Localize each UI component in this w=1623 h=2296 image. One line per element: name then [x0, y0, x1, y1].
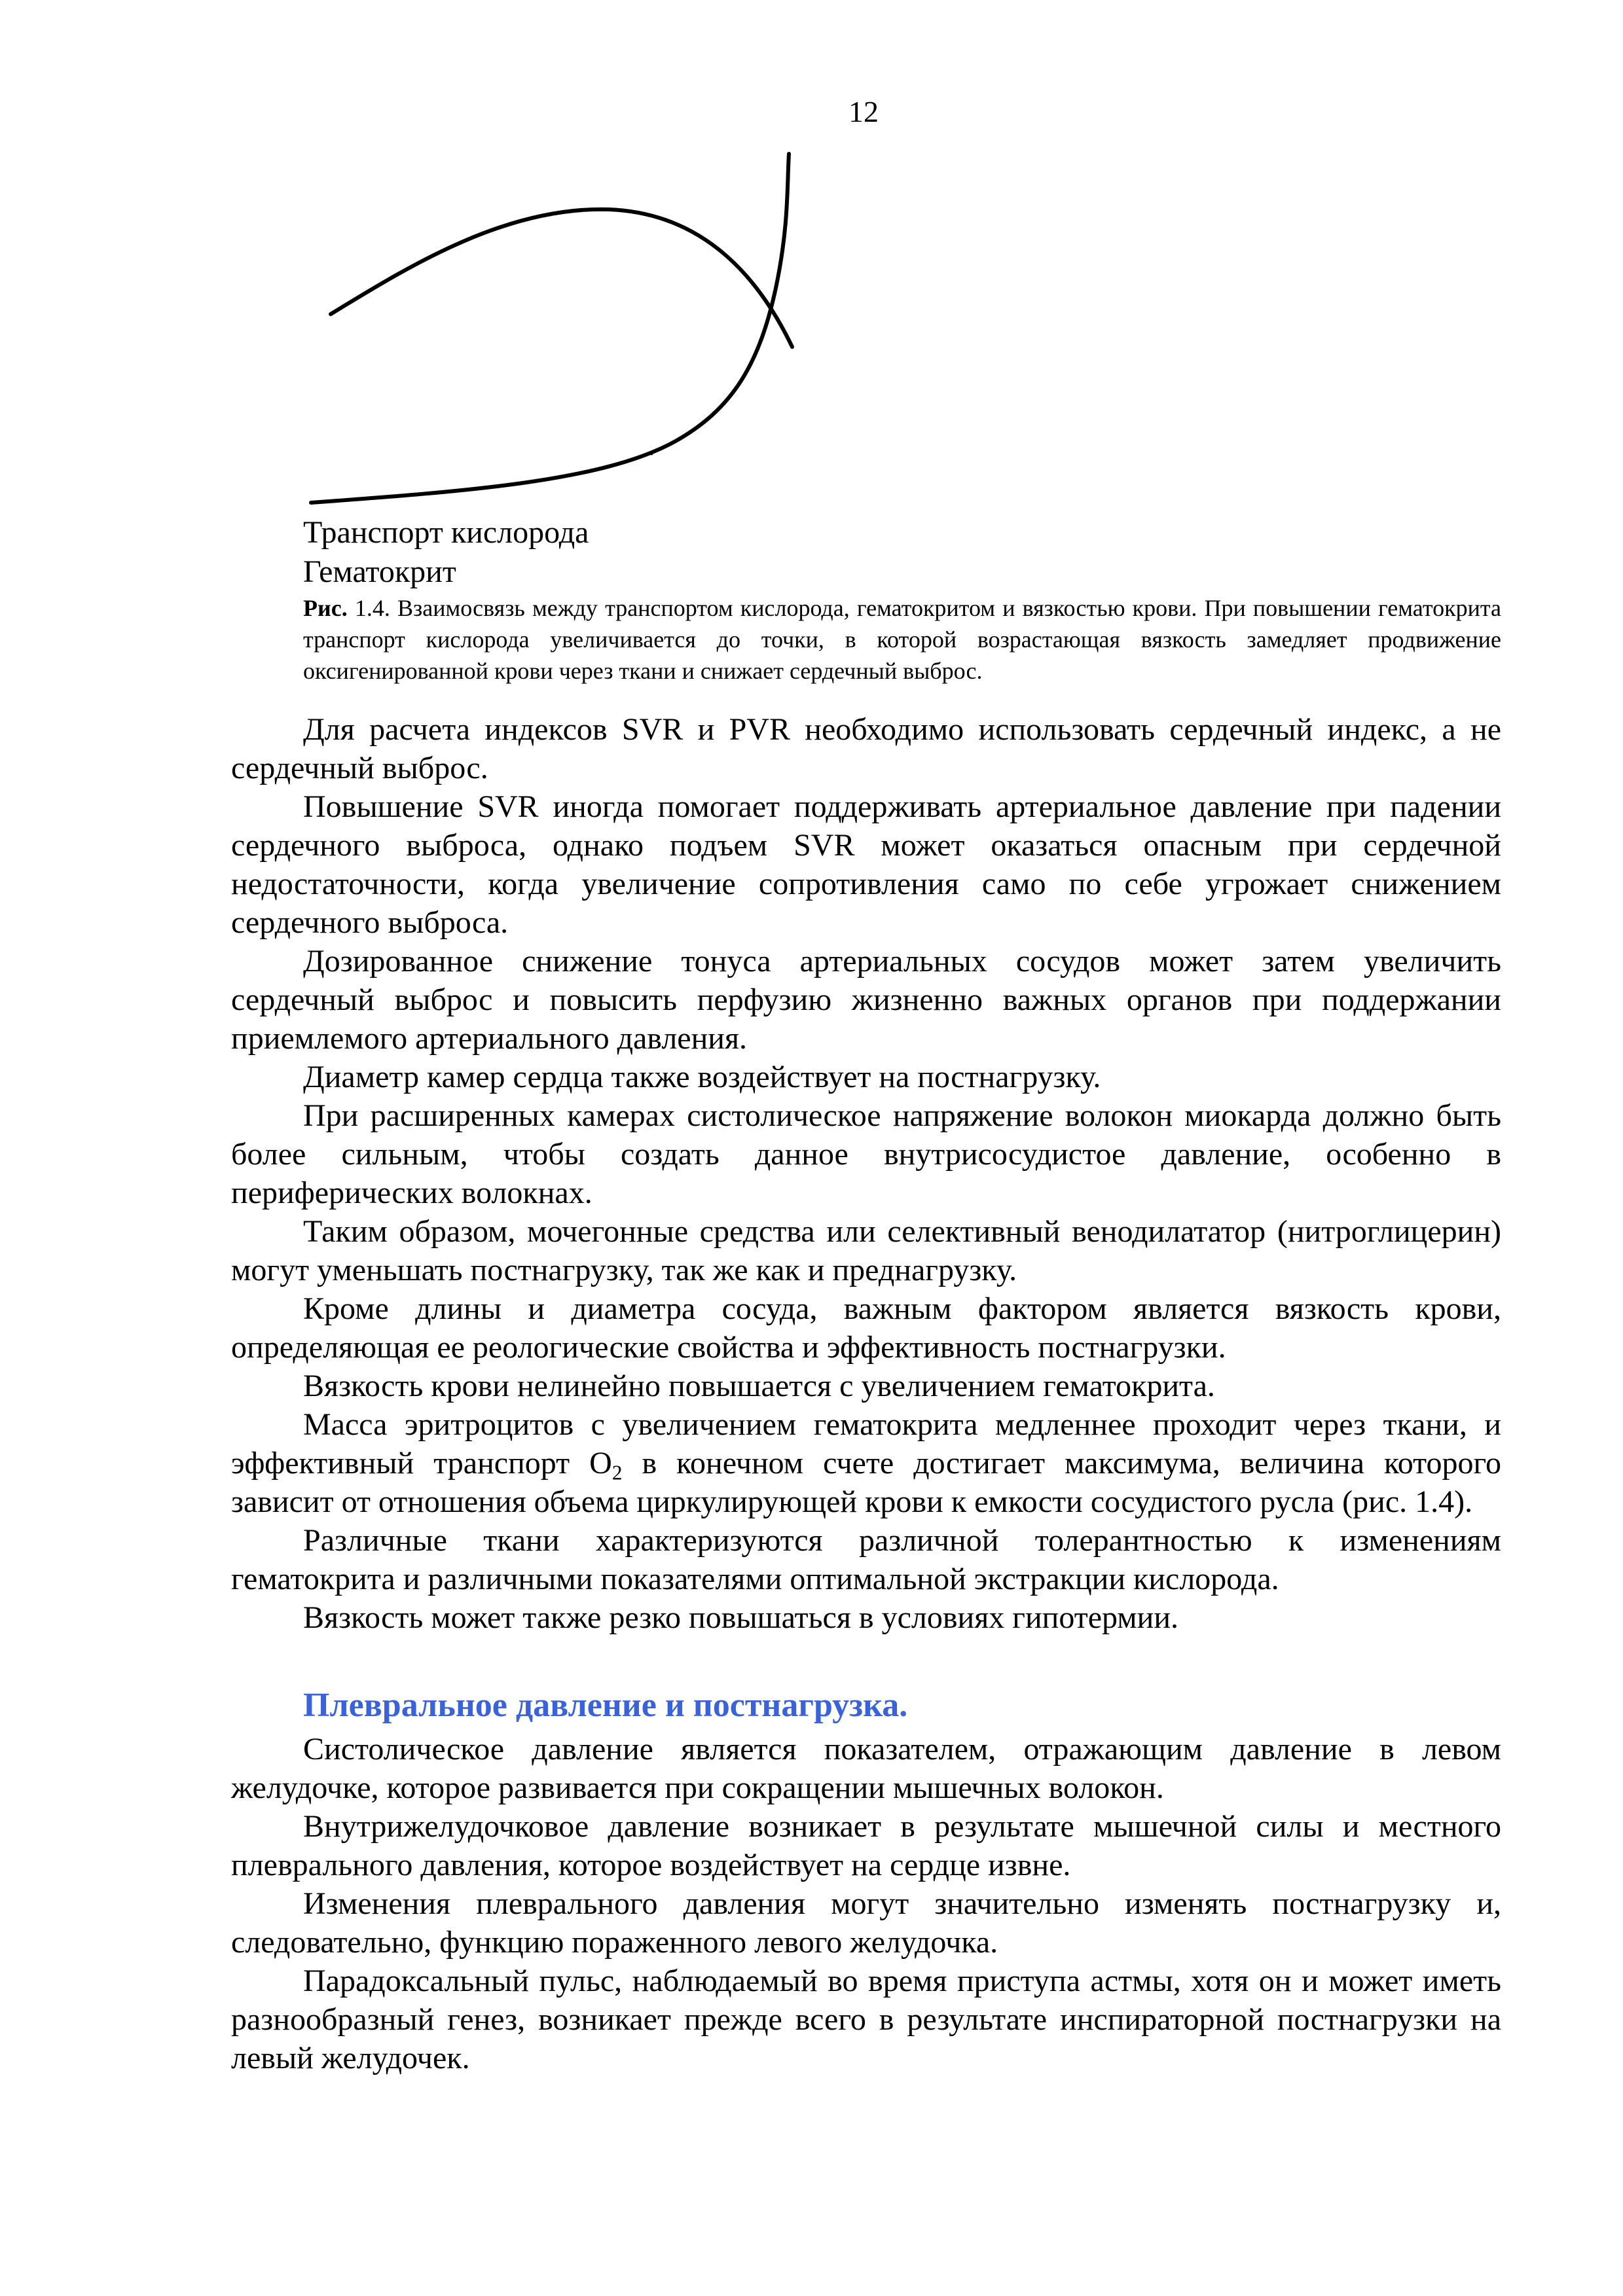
stray-dot [650, 452, 653, 456]
figure-label-oxygen-transport: Транспорт кислорода [303, 515, 589, 550]
figure-curves [308, 147, 936, 514]
page-number: 12 [848, 95, 879, 128]
paragraph: Кроме длины и диаметра сосуда, важным фактором является вязкость крови, определяющая ее реологические свойства и эффективность постнагрузки. [231, 1291, 1501, 1365]
paragraph: Различные ткани характеризуются различной толерантностью к изменениям гематокрита и различными показателями оптимальной экстракции кислорода. [231, 1523, 1501, 1596]
viscosity-curve [311, 154, 789, 503]
section-heading: Плевральное давление и постнагрузка. [303, 1687, 908, 1724]
paragraph: Повышение SVR иногда помогает поддерживать артериальное давление при падении сердечного выброса, однако подъем SVR может оказаться опасным при сердечной недостаточности, когда увеличение сопротивления само по себе угрожает снижением сердечного выброса. [231, 789, 1501, 940]
paragraph: Таким образом, мочегонные средства или селективный венодилататор (нитроглицерин) могут уменьшать постнагрузку, так же как и преднагрузку. [231, 1214, 1501, 1287]
paragraph: Дозированное снижение тонуса артериальных сосудов может затем увеличить сердечный выброс и повысить перфузию жизненно важных органов при поддержании приемлемого артериального давления. [231, 944, 1501, 1056]
paragraph: Вязкость крови нелинейно повышается с увеличением гематокрита. [303, 1369, 1215, 1403]
paragraph: Изменения плеврального давления могут значительно изменять постнагрузку и, следовательно, функцию пораженного левого желудочка. [231, 1886, 1501, 1960]
figure-label-hematocrit: Гематокрит [303, 554, 456, 589]
section-body [231, 1730, 1501, 2077]
paragraph: Диаметр камер сердца также воздействует на постнагрузку. [303, 1060, 1101, 1094]
paragraph: Внутрижелудочковое давление возникает в результате мышечной силы и местного плеврального давления, которое воздействует на сердце извне. [231, 1809, 1501, 1882]
figure-caption [303, 592, 1501, 687]
main-body [231, 710, 1501, 1637]
paragraph: Систолическое давление является показателем, отражающим давление в левом желудочке, которое развивается при сокращении мышечных волокон. [231, 1732, 1501, 1805]
caption-text: 1.4. Взаимосвязь между транспортом кислорода, гематокритом и вязкостью крови. При повышении гематокрита транспорт кислорода увеличивается до точки, в которой возрастающая вязкость замедляет продвижение оксигенированной крови через ткани и снижает сердечный выброс. [303, 595, 1501, 684]
paragraph: Для расчета индексов SVR и PVR необходимо использовать сердечный индекс, а не сердечный выброс. [231, 712, 1501, 785]
caption-prefix: Рис. [303, 595, 348, 621]
curves-diagram [308, 147, 936, 514]
paragraph: При расширенных камерах систолическое напряжение волокон миокарда должно быть более сильным, чтобы создать данное внутрисосудистое давление, особенно в периферических волокнах. [231, 1098, 1501, 1210]
paragraph-o2: Масса эритроцитов с увеличением гематокрита медленнее проходит через ткани, и эффективный транспорт $O_2$ в конечном счете достигает максимума, величина которого зависит от отношения объема циркулирующей крови к емкости сосудистого русла (рис. 1.4). [231, 1407, 1501, 1519]
paragraph: Парадоксальный пульс, наблюдаемый во время приступа астмы, хотя он и может иметь разнообразный генез, возникает прежде всего в результате инспираторной постнагрузки на левый желудочек. [231, 1964, 1501, 2075]
oxygen-transport-curve [331, 209, 792, 347]
paragraph: Вязкость может также резко повышаться в условиях гипотермии. [303, 1600, 1179, 1635]
